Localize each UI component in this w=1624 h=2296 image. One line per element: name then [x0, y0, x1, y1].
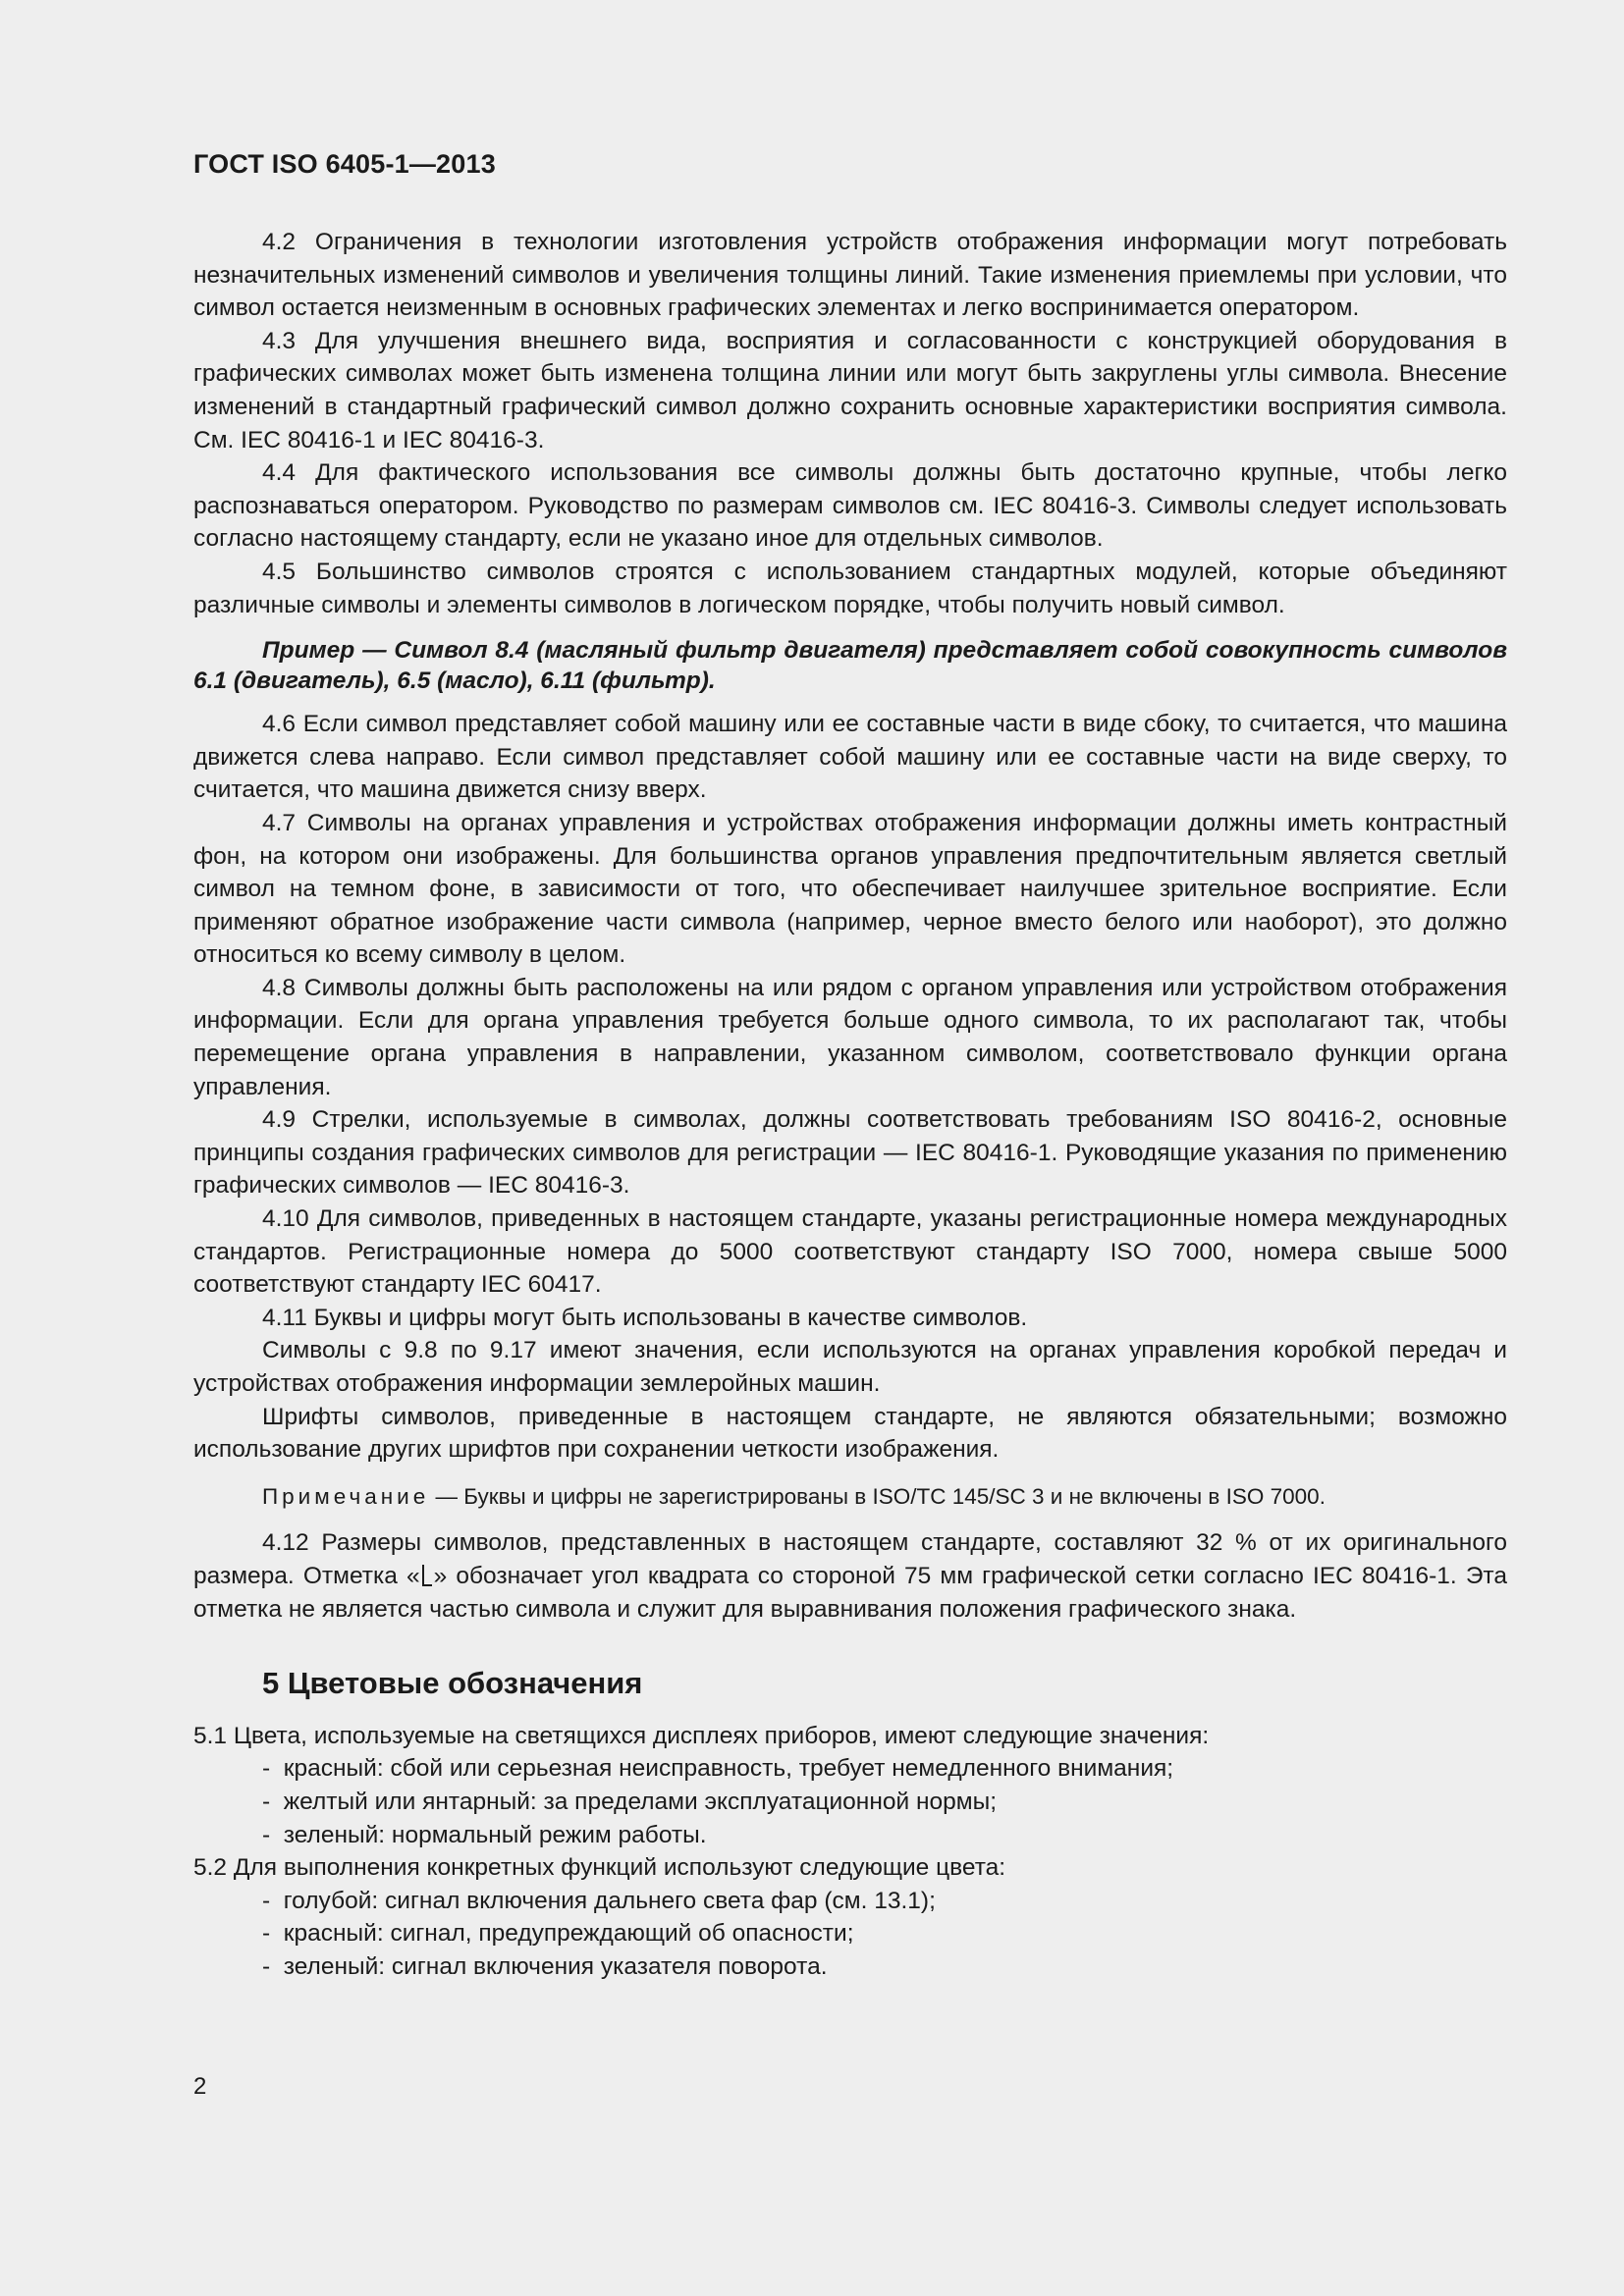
- note-label: Примечание: [262, 1483, 430, 1509]
- paragraph-4-9: 4.9 Стрелки, используемые в символах, должны соответствовать требованиям ISO 80416-2, основные принципы создания графических символов для регистрации — IEC 80416-1. Руководящие указания по применению графических символов — IEC 80416-3.: [193, 1106, 1507, 1200]
- list-item: - красный: сбой или серьезная неисправность, требует немедленного внимания;: [262, 1752, 1507, 1786]
- paragraph-5-1: 5.1 Цвета, используемые на светящихся дисплеях приборов, имеют следующие значения:: [193, 1722, 1210, 1749]
- paragraph-4-12: [193, 1526, 1507, 1626]
- list-item: - голубой: сигнал включения дальнего света фар (см. 13.1);: [262, 1885, 1507, 1918]
- paragraph-4-11-fonts: Шрифты символов, приведенные в настоящем стандарте, не являются обязательными; возможно использование других шрифтов при сохранении четкости изображения.: [193, 1403, 1507, 1464]
- corner-mark-icon: [422, 1565, 432, 1586]
- paragraph-4-11: 4.11 Буквы и цифры могут быть использованы в качестве символов.: [262, 1304, 1028, 1331]
- paragraph-4-2: 4.2 Ограничения в технологии изготовления устройств отображения информации могут потребовать незначительных изменений символов и увеличения толщины линий. Такие изменения приемлемы при условии, что символ остается неизменным в основных графических элементах и легко воспринимается оператором.: [193, 229, 1507, 322]
- example-note: Пример — Символ 8.4 (масляный фильтр двигателя) представляет собой совокупность символов 6.1 (двигатель), 6.5 (масло), 6.11 (фильтр).: [193, 637, 1507, 695]
- paragraph-4-7: 4.7 Символы на органах управления и устройствах отображения информации должны иметь контрастный фон, на котором они изображены. Для большинства органов управления предпочтительным является светлый символ на темном фоне, в зависимости от того, что обеспечивает наилучшее зрительное восприятие. Если применяют обратное изображение части символа (например, черное вместо белого или наоборот), это должно относиться ко всему символу в целом.: [193, 809, 1507, 969]
- paragraph-4-3: 4.3 Для улучшения внешнего вида, восприятия и согласованности с конструкцией оборудования в графических символах может быть изменена толщина линии или могут быть закруглены углы символа. Внесение изменений в стандартный графический символ должно сохранить основные характеристики восприятия символа. См. IEC 80416-1 и IEC 80416-3.: [193, 327, 1507, 454]
- color-meaning-list: [262, 1752, 1507, 1851]
- list-item: - красный: сигнал, предупреждающий об опасности;: [262, 1917, 1507, 1950]
- paragraph-4-8: 4.8 Символы должны быть расположены на или рядом с органом управления или устройством отображения информации. Если для органа управления требуется больше одного символа, то их располагают так, чтобы перемещение органа управления в направлении, указанном символом, соответствовало функции органа управления.: [193, 974, 1507, 1100]
- paragraph-4-5: 4.5 Большинство символов строятся с использованием стандартных модулей, которые объединяют различные символы и элементы символов в логическом порядке, чтобы получить новый символ.: [193, 558, 1507, 618]
- list-item: - зеленый: сигнал включения указателя поворота.: [262, 1950, 1507, 1984]
- paragraph-4-12-end: » обозначает угол квадрата со стороной 75 мм графической сетки согласно IEC 80416-1. Эта отметка не является частью символа и служит для выравнивания положения графического знака.: [193, 1562, 1508, 1623]
- paragraph-4-4: 4.4 Для фактического использования все символы должны быть достаточно крупные, чтобы легко распознаваться оператором. Руководство по размерам символов см. IEC 80416-3. Символы следует использовать согласно настоящему стандарту, если не указано иное для отдельных символов.: [193, 459, 1507, 553]
- function-color-list: [262, 1885, 1507, 1984]
- note: [262, 1480, 1507, 1514]
- paragraph-4-11-symbols: Символы с 9.8 по 9.17 имеют значения, если используются на органах управления коробкой передач и устройствах отображения информации землеройных машин.: [193, 1337, 1507, 1397]
- list-item: - желтый или янтарный: за пределами эксплуатационной нормы;: [262, 1786, 1507, 1819]
- list-item: - зеленый: нормальный режим работы.: [262, 1819, 1507, 1852]
- note-text: — Буквы и цифры не зарегистрированы в ISO/TC 145/SC 3 и не включены в ISO 7000.: [429, 1483, 1326, 1509]
- paragraph-5-2: 5.2 Для выполнения конкретных функций используют следующие цвета:: [193, 1854, 1006, 1882]
- section-5-heading: 5 Цветовые обозначения: [262, 1666, 643, 1701]
- document-body: [193, 226, 1507, 1984]
- paragraph-4-10: 4.10 Для символов, приведенных в настоящем стандарте, указаны регистрационные номера международных стандартов. Регистрационные номера до 5000 соответствуют стандарту ISO 7000, номера свыше 5000 соответствуют стандарту IEC 60417.: [193, 1205, 1507, 1299]
- document-header: ГОСТ ISO 6405-1—2013: [193, 149, 496, 179]
- page-number: 2: [193, 2073, 207, 2100]
- paragraph-4-12-start: 4.12 Размеры символов, представленных в настоящем стандарте, составляют 32 % от их оригинального размера. Отметка «: [193, 1529, 1507, 1589]
- paragraph-4-6: 4.6 Если символ представляет собой машину или ее составные части в виде сбоку, то считается, что машина движется слева направо. Если символ представляет собой машину или ее составные части на виде сверху, то считается, что машина движется снизу вверх.: [193, 711, 1507, 804]
